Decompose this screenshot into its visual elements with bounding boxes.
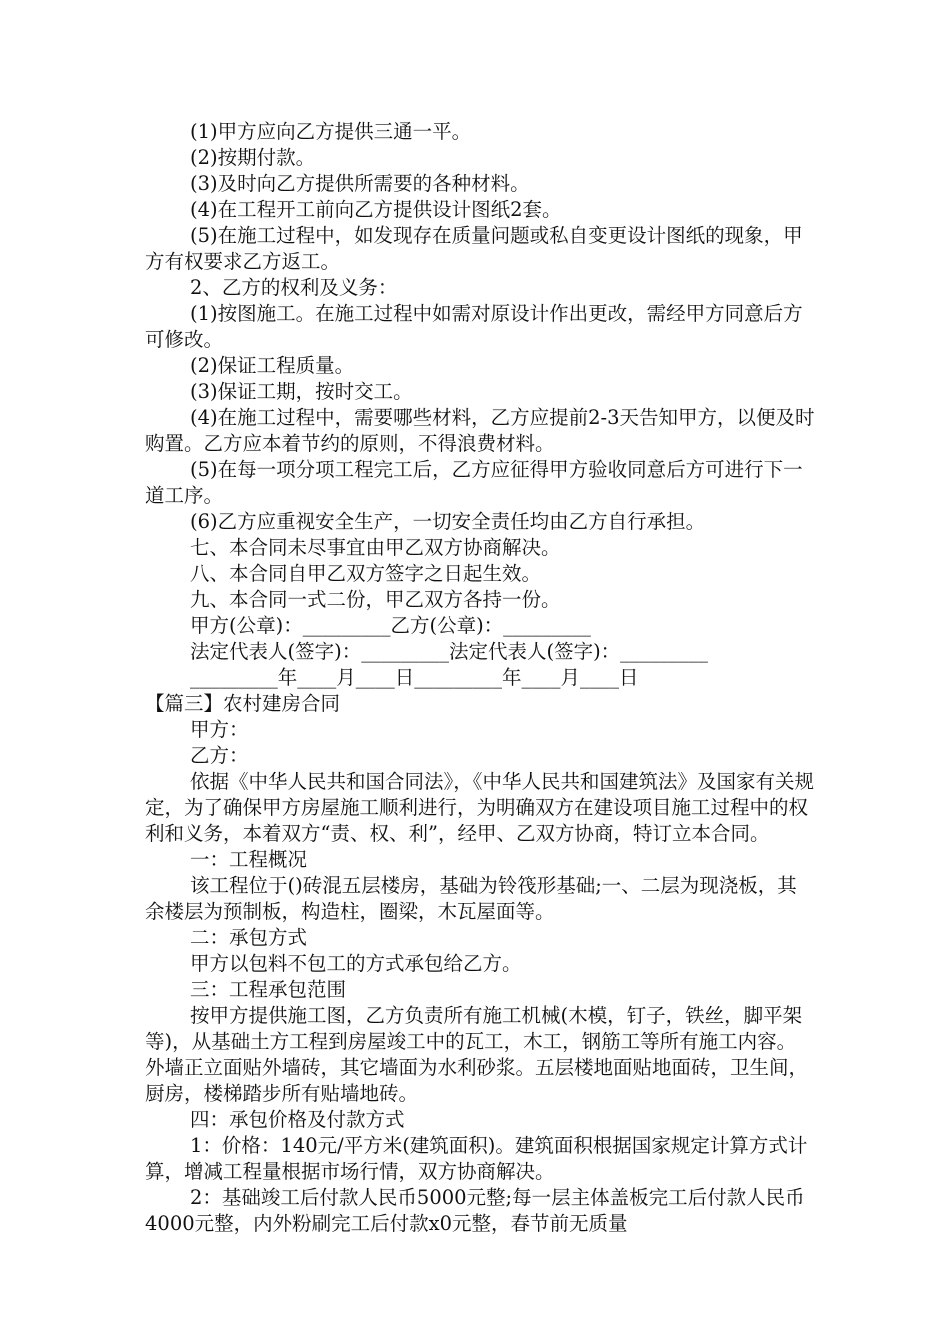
paragraph: (4)在施工过程中，需要哪些材料，乙方应提前2-3天告知甲方，以便及时购置。乙方应本着节约的原则，不得浪费材料。	[145, 406, 815, 455]
paragraph: 甲方以包料不包工的方式承包给乙方。	[190, 952, 522, 975]
section-title: 【篇三】农村建房合同	[145, 692, 341, 715]
section-heading: 一：工程概况	[190, 848, 308, 871]
paragraph: (4)在工程开工前向乙方提供设计图纸2套。	[190, 198, 562, 221]
document-body	[145, 119, 815, 1237]
paragraph: (5)在施工过程中，如发现存在质量问题或私自变更设计图纸的现象，甲方有权要求乙方返工。	[145, 224, 803, 273]
section-heading: 二：承包方式	[190, 926, 308, 949]
section-heading: 2、乙方的权利及义务：	[190, 276, 398, 299]
paragraph: 2：基础竣工后付款人民币5000元整;每一层主体盖板完工后付款人民币4000元整，内外粉刷完工后付款x0元整，春节前无质量	[145, 1186, 805, 1235]
party-a-line: 甲方：	[190, 718, 249, 741]
paragraph: 依据《中华人民共和国合同法》，《中华人民共和国建筑法》及国家有关规定，为了确保甲方房屋施工顺利进行，为明确双方在建设项目施工过程中的权利和义务，本着双方“责、权、利”，经甲、乙双方协商，特订立本合同。	[145, 770, 815, 845]
signature-date-line: _________年____月____日_________年____月____日	[190, 666, 639, 689]
section-heading: 三：工程承包范围	[190, 978, 347, 1001]
paragraph: (1)甲方应向乙方提供三通一平。	[190, 120, 472, 143]
clause: 九、本合同一式二份，甲乙双方各持一份。	[190, 588, 561, 611]
signature-representative-line: 法定代表人(签字)：_________法定代表人(签字)：_________	[190, 640, 708, 663]
paragraph: (6)乙方应重视安全生产，一切安全责任均由乙方自行承担。	[190, 510, 706, 533]
paragraph: 该工程位于()砖混五层楼房，基础为铃筏形基础;一、二层为现浇板，其余楼层为预制板，构造柱，圈梁，木瓦屋面等。	[145, 874, 797, 923]
paragraph: 1：价格：140元/平方米(建筑面积)。建筑面积根据国家规定计算方式计算，增减工程量根据市场行情，双方协商解决。	[145, 1134, 808, 1183]
paragraph: (1)按图施工。在施工过程中如需对原设计作出更改，需经甲方同意后方可修改。	[145, 302, 803, 351]
clause: 七、本合同未尽事宜由甲乙双方协商解决。	[190, 536, 561, 559]
section-heading: 四：承包价格及付款方式	[190, 1108, 405, 1131]
signature-seal-line: 甲方(公章)：_________乙方(公章)：_________	[190, 614, 591, 637]
paragraph: 按甲方提供施工图，乙方负责所有施工机械(木模，钉子，铁丝，脚平架等)，从基础土方工程到房屋竣工中的瓦工，木工，钢筋工等所有施工内容。外墙正立面贴外墙砖，其它墙面为水利砂浆。五层楼地面贴地面砖，卫生间，厨房，楼梯踏步所有贴墙地砖。	[145, 1004, 809, 1105]
clause: 八、本合同自甲乙双方签字之日起生效。	[190, 562, 542, 585]
party-b-line: 乙方：	[190, 744, 249, 767]
paragraph: (2)按期付款。	[190, 146, 316, 169]
paragraph: (5)在每一项分项工程完工后，乙方应征得甲方验收同意后方可进行下一道工序。	[145, 458, 803, 507]
paragraph: (2)保证工程质量。	[190, 354, 355, 377]
paragraph: (3)保证工期，按时交工。	[190, 380, 413, 403]
paragraph: (3)及时向乙方提供所需要的各种材料。	[190, 172, 530, 195]
